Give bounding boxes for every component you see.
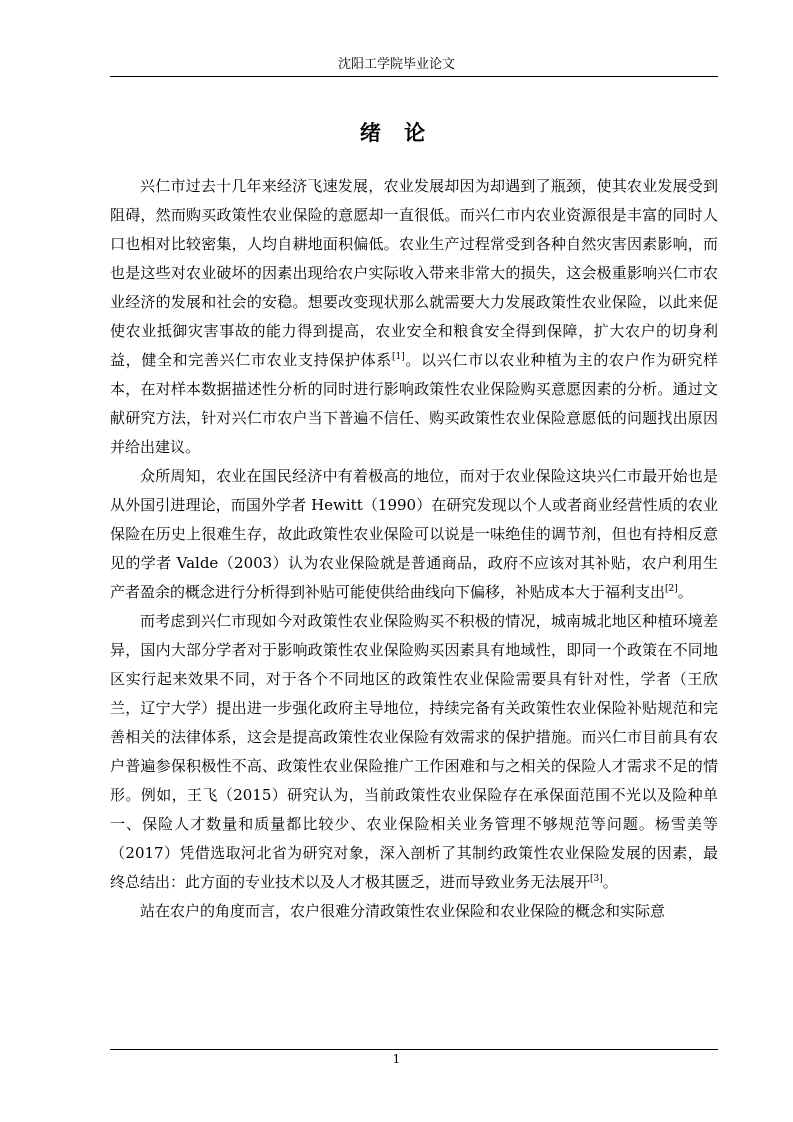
paragraph-4 <box>110 897 718 926</box>
citation-reference: [2] <box>665 584 678 594</box>
paragraph-text: 。 <box>602 873 618 891</box>
paragraph-3 <box>110 607 718 897</box>
header-title: 沈阳工学院毕业论文 <box>337 57 455 72</box>
paragraph-1 <box>110 172 718 462</box>
chapter-title: 绪 论 <box>359 120 434 145</box>
citation-reference: [1] <box>391 352 405 362</box>
citation-reference: [3] <box>590 874 603 884</box>
paragraph-text: 众所周知，农业在国民经济中有着极高的地位，而对于农业保险这块兴仁市最开始也是从外国引进理论，而国外学者 Hewitt（1990）在研究发现以个人或者商业经营性质的农业保险在历史上很难生存，故此政策性农业保险可以说是一味绝佳的调节剂，但也有持相反意见的学者 Valde（2003）认为农业保险就是普通商品，政府不应该对其补贴，农户利用生产者盈余的概念进行分析得到补贴可能使供给曲线向下偏移，补贴成本大于福利支出 <box>110 467 718 601</box>
page-number: 1 <box>392 1052 401 1066</box>
paragraph-2 <box>110 462 718 607</box>
paragraph-text: 。 <box>677 583 693 601</box>
header-divider <box>110 76 718 77</box>
paragraph-text: 而考虑到兴仁市现如今对政策性农业保险购买不积极的情况，城南城北地区种植环境差异，国内大部分学者对于影响政策性农业保险购买因素具有地域性，即同一个政策在不同地区实行起来效果不同，对于各个不同地区的政策性农业保险需要具有针对性，学者（王欣兰，辽宁大学）提出进一步强化政府主导地位，持续完备有关政策性农业保险补贴规范和完善相关的法律体系，这会是提高政策性农业保险有效需求的保护措施。而兴仁市目前具有农户普遍参保积极性不高、政策性农业保险推广工作困难和与之相关的保险人才需求不足的情形。例如，王飞（2015）研究认为，当前政策性农业保险存在承保面范围不光以及险种单一、保险人才数量和质量都比较少、农业保险相关业务管理不够规范等问题。杨雪美等（2017）凭借选取河北省为研究对象，深入剖析了其制约政策性农业保险发展的因素，最终总结出：此方面的专业技术以及人才极其匮乏，进而导致业务无法展开 <box>110 612 718 891</box>
paragraph-text: 。以兴仁市以农业种植为主的农户作为研究样本，在对样本数据描述性分析的同时进行影响政策性农业保险购买意愿因素的分析。通过文献研究方法，针对兴仁市农户当下普遍不信任、购买政策性农业保险意愿低的问题找出原因并给出建议。 <box>110 351 718 456</box>
footer-divider <box>110 1049 718 1050</box>
paragraph-text: 兴仁市过去十几年来经济飞速发展，农业发展却因为却遇到了瓶颈，使其农业发展受到阻碍，然而购买政策性农业保险的意愿却一直很低。而兴仁市内农业资源很是丰富的同时人口也相对比较密集，人均自耕地面积偏低。农业生产过程常受到各种自然灾害因素影响，而也是这些对农业破坏的因素出现给农户实际收入带来非常大的损失，这会极重影响兴仁市农业经济的发展和社会的安稳。想要改变现状那么就需要大力发展政策性农业保险，以此来促使农业抵御灾害事故的能力得到提高，农业安全和粮食安全得到保障，扩大农户的切身利益，健全和完善兴仁市农业支持保护体系 <box>110 177 718 369</box>
paragraph-text: 站在农户的角度而言，农户很难分清政策性农业保险和农业保险的概念和实际意 <box>140 902 666 920</box>
body-text <box>110 172 718 926</box>
